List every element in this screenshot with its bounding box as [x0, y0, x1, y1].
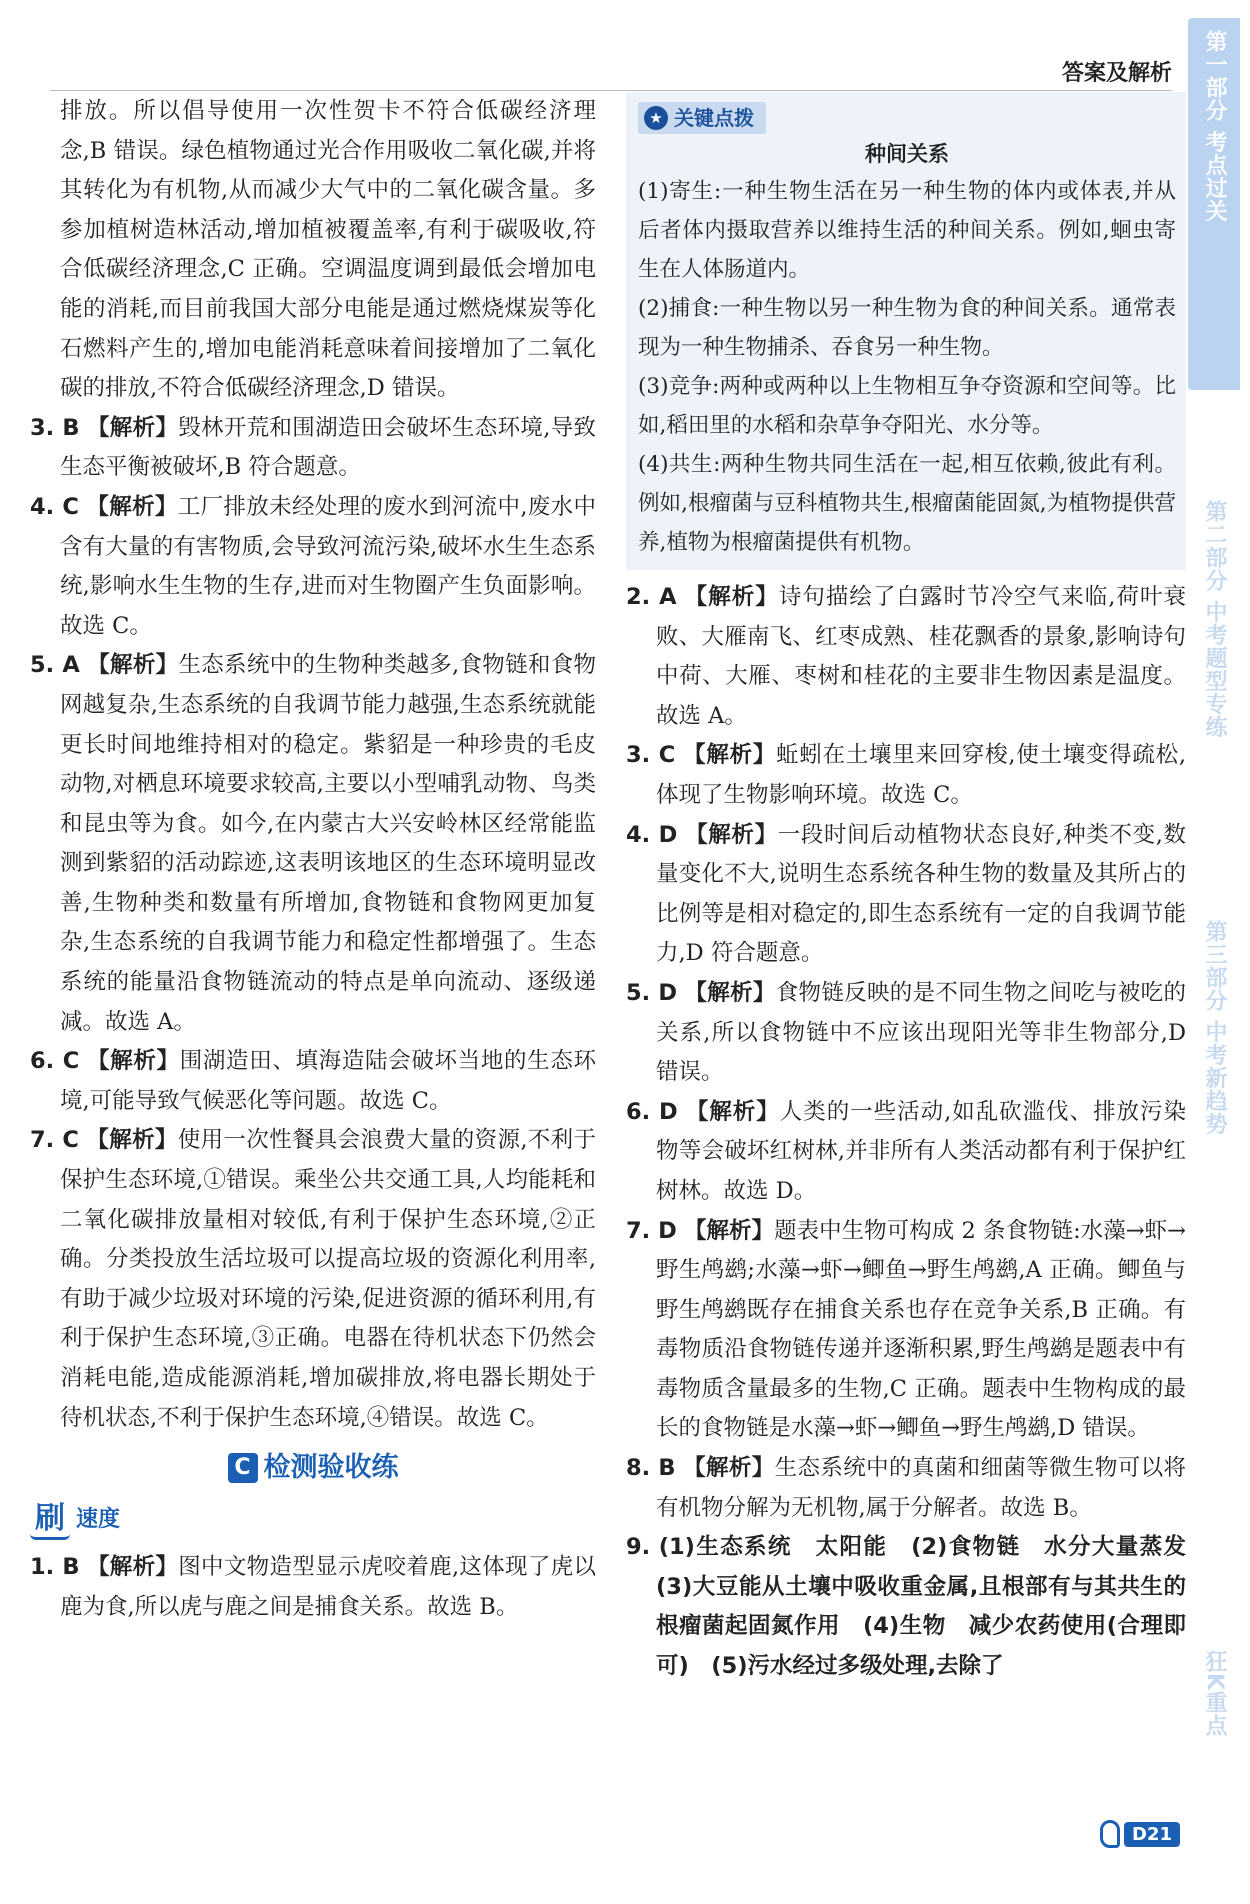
right-column [626, 92, 1209, 1687]
answer-text: 图中文物造型显示虎咬着鹿,这体现了虎以鹿为食,所以虎与鹿之间是捕食关系。故选 B。 [60, 1554, 596, 1620]
answer-number: 4. D [626, 821, 678, 848]
answer-text: 围湖造田、填海造陆会破坏当地的生态环境,可能导致气候恶化等问题。故选 C。 [60, 1048, 596, 1114]
page-number-label: D21 [1124, 1822, 1180, 1847]
analysis-tag: 【解析】 [86, 1127, 178, 1154]
page-header-title: 答案及解析 [1061, 61, 1172, 86]
answer-item-7 [626, 1212, 1186, 1450]
answer-text: 毁林开荒和围湖造田会破坏生态环境,导致生态平衡被破坏,B 符合题意。 [60, 414, 596, 481]
answer-text: 人类的一些活动,如乱砍滥伐、排放污染物等会破坏红树林,并非所有人类活动都有利于保护红树林。故选 D。 [656, 1098, 1186, 1204]
answer-number: 6. C [30, 1048, 80, 1075]
answer-text: 生态系统中的真菌和细菌等微生物可以将有机物分解为无机物,属于分解者。故选 B。 [656, 1455, 1186, 1521]
analysis-tag: 【解析】 [87, 652, 179, 679]
answer-item-3 [626, 736, 1186, 815]
header-divider [50, 90, 1172, 91]
thermometer-icon [1100, 1820, 1120, 1848]
key-tips-line-3: (3)竞争:两种或两种以上生物相互争夺资源和空间等。比如,稻田里的水稻和杂草争夺阳光、水分等。 [638, 374, 1176, 438]
answer-item-7 [30, 1121, 596, 1438]
side-tab-key-points[interactable]: 狂K重点 [1202, 1650, 1227, 1738]
page-number [1100, 1820, 1180, 1848]
answer-item-6 [30, 1042, 596, 1121]
answer-item-3 [30, 409, 596, 488]
answer-item-8 [626, 1449, 1186, 1528]
key-tips-line-2: (2)捕食:一种生物以另一种生物为食的种间关系。通常表现为一种生物捕杀、吞食另一种生物。 [638, 296, 1176, 360]
answer-number: 7. C [30, 1127, 79, 1154]
analysis-tag: 【解析】 [86, 1554, 179, 1581]
answer-item-2 [626, 578, 1186, 736]
answer-text: 生态系统中的生物种类越多,食物链和食物网越复杂,生态系统的自我调节能力越强,生态系统就能更长时间地维持相对的稳定。紫貂是一种珍贵的毛皮动物,对栖息环境要求较高,主要以小型哺乳动物、鸟类和昆虫等为食。如今,在内蒙古大兴安岭林区经常能监测到紫貂的活动踪迹,这表明该地区的生态环境明显改善,生物种类和数量有所增加,食物链和食物网更加复杂,生态系统的自我调节能力和稳定性都增强了。生态系统的能量沿食物链流动的特点是单向流动、逐级递减。故选 A。 [60, 652, 597, 1035]
speed-label: 速度 [76, 1507, 121, 1533]
analysis-tag: 【解析】 [87, 1048, 180, 1075]
analysis-tag: 【解析】 [683, 1217, 775, 1244]
answer-number: 5. D [626, 979, 678, 1006]
answer-text: 使用一次性餐具会浪费大量的资源,不利于保护生态环境,①错误。乘坐公共交通工具,人均能耗和二氧化碳排放量相对较低,有利于保护生态环境,②正确。分类投放生活垃圾可以提高垃圾的资源化利用率,有助于减少垃圾对环境的污染,促进资源的循环利用,有利于保护生态环境,③正确。电器在待机状态下仍然会消耗电能,造成能源消耗,增加碳排放,将电器长期处于待机状态,不利于保护生态环境,④错误。故选 C。 [60, 1127, 596, 1431]
analysis-tag: 【解析】 [86, 493, 178, 520]
analysis-tag: 【解析】 [683, 1455, 775, 1482]
key-tips-title: 种间关系 [865, 142, 949, 166]
section-letter-badge: C [228, 1453, 258, 1483]
analysis-tag: 【解析】 [685, 1098, 780, 1125]
key-tips-line-4: (4)共生:两种生物共同生活在一起,相互依赖,彼此有利。例如,根瘤菌与豆科植物共生,根瘤菌能固氮,为植物提供营养,植物为根瘤菌提供有机物。 [638, 452, 1176, 555]
answer-number: 4. C [30, 493, 79, 520]
answer-number: 1. B [30, 1554, 80, 1581]
answer-item-9 [626, 1528, 1209, 1686]
answer-item-4 [626, 816, 1186, 974]
analysis-tag: 【解析】 [684, 979, 776, 1006]
answer-text: (1)生态系统 太阳能 (2)食物链 水分大量蒸发 (3)大豆能从土壤中吸收重金属,且根部有与其共生的根瘤菌起固氮作用 (4)生物 减少农药使用(合理即可) (5)污水经过多级处理,去除了 [656, 1534, 1209, 1680]
answer-text: 工厂排放未经处理的废水到河流中,废水中含有大量的有害物质,会导致河流污染,破坏水生生态系统,影响水生生物的生存,进而对生物圈产生负面影响。故选 C。 [60, 493, 596, 639]
answer-item-6 [626, 1093, 1186, 1212]
analysis-tag: 【解析】 [685, 821, 778, 848]
section-heading [30, 1446, 596, 1490]
key-tips-line-1: (1)寄生:一种生物生活在另一种生物的体内或体表,并从后者体内摄取营养以维持生活的种间关系。例如,蛔虫寄生在人体肠道内。 [638, 179, 1176, 282]
answer-number: 8. B [626, 1455, 676, 1482]
side-tabs [1188, 18, 1240, 1888]
intro-paragraph: 排放。所以倡导使用一次性贺卡不符合低碳经济理念,B 错误。绿色植物通过光合作用吸收二氧化碳,并将其转化为有机物,从而减少大气中的二氧化碳含量。多参加植树造林活动,增加植被覆盖率,有利于碳吸收,符合低碳经济理念,C 正确。空调温度调到最低会增加电能的消耗,而目前我国大部分电能是通过燃烧煤炭等化石燃料产生的,增加电能消耗意味着间接增加了二氧化碳的排放,不符合低碳经济理念,D 错误。 [60, 98, 596, 402]
answer-text: 食物链反映的是不同生物之间吃与被吃的关系,所以食物链中不应该出现阳光等非生物部分,D 错误。 [656, 979, 1186, 1086]
analysis-tag: 【解析】 [684, 584, 779, 610]
key-tips-box [626, 92, 1186, 570]
brush-icon: 刷 [30, 1500, 70, 1540]
answer-number: 5. A [30, 652, 80, 679]
answer-number: 2. A [626, 584, 677, 610]
key-tips-label: 关键点拨 [674, 106, 754, 130]
analysis-tag: 【解析】 [86, 414, 179, 441]
star-icon: ★ [644, 106, 668, 130]
answer-item-4 [30, 488, 596, 646]
key-tips-badge [638, 102, 766, 134]
answer-number: 7. D [626, 1217, 677, 1244]
answer-text: 诗句描绘了白露时节冷空气来临,荷叶衰败、大雁南飞、红枣成熟、桂花飘香的景象,影响诗句中荷、大雁、枣树和桂花的主要非生物因素是温度。故选 A。 [656, 584, 1186, 729]
answer-text: 蚯蚓在土壤里来回穿梭,使土壤变得疏松,体现了生物影响环境。故选 C。 [656, 742, 1186, 808]
answer-text: 一段时间后动植物状态良好,种类不变,数量变化不大,说明生态系统各种生物的数量及其所占的比例等是相对稳定的,即生态系统有一定的自我调节能力,D 符合题意。 [656, 821, 1186, 967]
analysis-tag: 【解析】 [683, 742, 777, 769]
answer-text: 题表中生物可构成 2 条食物链:水藻→虾→野生鸬鹚;水藻→虾→鲫鱼→野生鸬鹚,A 正确。鲫鱼与野生鸬鹚既存在捕食关系也存在竞争关系,B 正确。有毒物质沿食物链传递并逐渐积累,野生鸬鹚是题表中有毒物质含量最多的生物,C 正确。题表中生物构成的最长的食物链是水藻→虾→鲫鱼→野生鸬鹚,D 错误。 [656, 1217, 1187, 1442]
answer-item-5 [30, 646, 596, 1042]
answer-number: 3. B [30, 414, 80, 441]
side-tab-part-2[interactable]: 第二部分 中考题型专练 [1202, 500, 1227, 739]
section-title: 检测验收练 [263, 1452, 399, 1484]
answer-number: 9. [626, 1534, 651, 1561]
speed-subheading [30, 1500, 596, 1540]
answer-item-1 [30, 1548, 596, 1627]
side-tab-part-1[interactable]: 第一部分 考点过关 [1188, 18, 1240, 390]
answer-item-5 [626, 974, 1186, 1093]
left-column [30, 92, 596, 1627]
answer-number: 3. C [626, 742, 676, 769]
answer-number: 6. D [626, 1098, 678, 1125]
side-tab-part-3[interactable]: 第三部分 中考新趋势 [1202, 920, 1227, 1136]
